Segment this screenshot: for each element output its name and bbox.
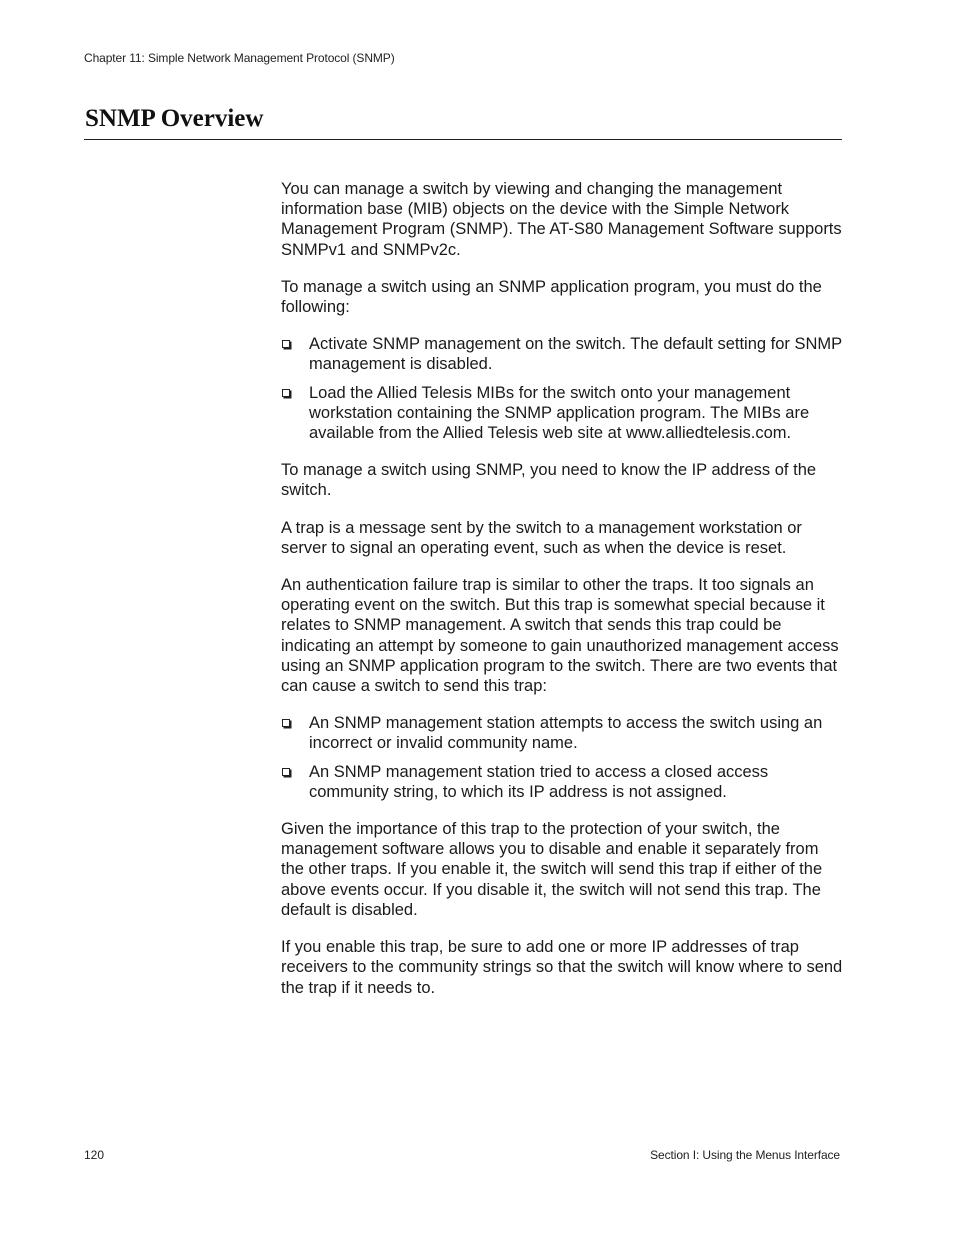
list-item-text: Load the Allied Telesis MIBs for the switch onto your management workstation containing the SNMP application program. The MIBs are available from the Allied Telesis web site at www.alliedtelesis.com.	[309, 383, 810, 443]
checkbox-bullet-icon	[282, 768, 290, 776]
list-item	[281, 713, 843, 753]
page-number: 120	[84, 1148, 105, 1162]
paragraph-authentication-trap: An authentication failure trap is similar to other the traps. It too signals an operating event on the switch. But this trap is somewhat special because it relates to SNMP management. A switch that sends this trap could be indicating an attempt by someone to gain unauthorized management access using an SNMP application program to the switch. There are two events that can cause a switch to send this trap:	[281, 576, 839, 696]
title-rule	[84, 139, 842, 140]
list-item-text: An SNMP management station attempts to access the switch using an incorrect or invalid community name.	[309, 714, 823, 753]
list-item	[281, 334, 843, 374]
trap-event-list	[281, 713, 843, 802]
paragraph-prerequisites: To manage a switch using an SNMP application program, you must do the following:	[281, 277, 822, 317]
checkbox-bullet-icon	[282, 719, 290, 727]
prerequisite-list	[281, 334, 843, 443]
paragraph-ip-address: To manage a switch using SNMP, you need to know the IP address of the switch.	[281, 461, 817, 500]
list-item	[281, 383, 843, 444]
running-header: Chapter 11: Simple Network Management Protocol (SNMP)	[84, 51, 395, 65]
paragraph-trap-enable: Given the importance of this trap to the protection of your switch, the management software allows you to disable and enable it separately from the other traps. If you enable it, the switch will send this trap if either of the above events occur. If you disable it, the switch will not send this trap. The default is disabled.	[281, 820, 823, 919]
paragraph-intro: You can manage a switch by viewing and changing the management information base (MIB) objects on the device with the Simple Network Management Program (SNMP). The AT-S80 Management Software supports SNMPv1 and SNMPv2c.	[281, 180, 842, 259]
checkbox-bullet-icon	[282, 389, 290, 397]
list-item-text: An SNMP management station tried to access a closed access community string, to which its IP address is not assigned.	[309, 762, 769, 801]
list-item-text: Activate SNMP management on the switch. The default setting for SNMP management is disabled.	[309, 335, 842, 374]
paragraph-trap-receivers: If you enable this trap, be sure to add one or more IP addresses of trap receivers to the community strings so that the switch will know where to send the trap if it needs to.	[281, 938, 843, 997]
footer-section-label: Section I: Using the Menus Interface	[650, 1148, 840, 1162]
section-title: SNMP Overview	[85, 105, 264, 132]
checkbox-bullet-icon	[282, 340, 290, 348]
paragraph-trap-definition: A trap is a message sent by the switch to a management workstation or server to signal an operating event, such as when the device is reset.	[281, 518, 802, 557]
body-content	[281, 179, 843, 1015]
list-item	[281, 762, 843, 802]
